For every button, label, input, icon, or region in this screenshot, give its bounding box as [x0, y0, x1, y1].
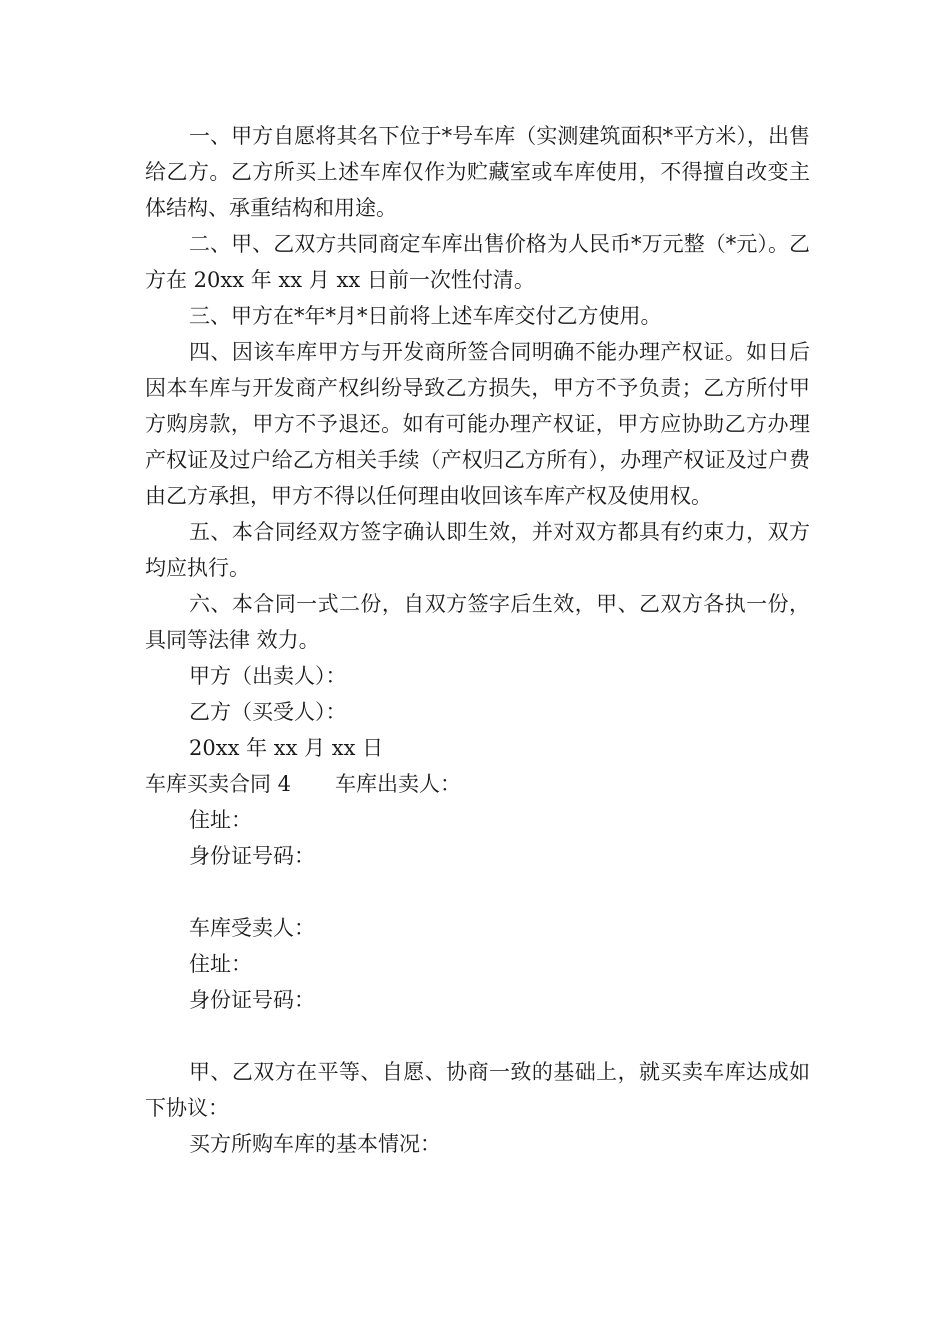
clause-1: 一、甲方自愿将其名下位于*号车库（实测建筑面积*平方米），出售给乙方。乙方所买上述车库仅作为贮藏室或车库使用，不得擅自改变主体结构、承重结构和用途。 — [145, 124, 810, 220]
seller-address: 住址： — [189, 808, 252, 832]
clause-5: 五、本合同经双方签字确认即生效，并对双方都具有约束力，双方均应执行。 — [145, 520, 810, 580]
clause-6: 六、本合同一式二份，自双方签字后生效，甲、乙双方各执一份，具同等法律 效力。 — [145, 592, 810, 652]
seller-id-number: 身份证号码： — [189, 844, 315, 868]
buyer-label: 车库受卖人： — [189, 916, 315, 940]
party-a-signature-line: 甲方（出卖人）： — [189, 664, 347, 688]
spacer — [145, 874, 810, 910]
contract-title-row — [145, 766, 810, 802]
clause-3: 三、甲方在*年*月*日前将上述车库交付乙方使用。 — [189, 304, 662, 328]
party-b-signature-line: 乙方（买受人）： — [189, 700, 347, 724]
contract-body — [145, 118, 810, 1162]
spacer — [145, 1018, 810, 1054]
preamble: 甲、乙双方在平等、自愿、协商一致的基础上，就买卖车库达成如下协议： — [145, 1060, 810, 1120]
seller-label: 车库出卖人： — [335, 772, 462, 796]
contract-title: 车库买卖合同 4 — [145, 772, 292, 796]
signing-date: 20xx 年 xx 月 xx 日 — [189, 736, 384, 760]
buyer-address: 住址： — [189, 952, 252, 976]
section-heading: 买方所购车库的基本情况： — [189, 1132, 441, 1156]
clause-4: 四、因该车库甲方与开发商所签合同明确不能办理产权证。如日后因本车库与开发商产权纠纷导致乙方损失，甲方不予负责；乙方所付甲方购房款，甲方不予退还。如有可能办理产权证，甲方应协助乙方办理产权证及过户给乙方相关手续（产权归乙方所有），办理产权证及过户费由乙方承担，甲方不得以任何理由收回该车库产权及使用权。 — [145, 340, 810, 508]
buyer-id-number: 身份证号码： — [189, 988, 315, 1012]
clause-2: 二、甲、乙双方共同商定车库出售价格为人民币*万元整（*元）。乙方在 20xx 年 xx 月 xx 日前一次性付清。 — [145, 232, 810, 292]
